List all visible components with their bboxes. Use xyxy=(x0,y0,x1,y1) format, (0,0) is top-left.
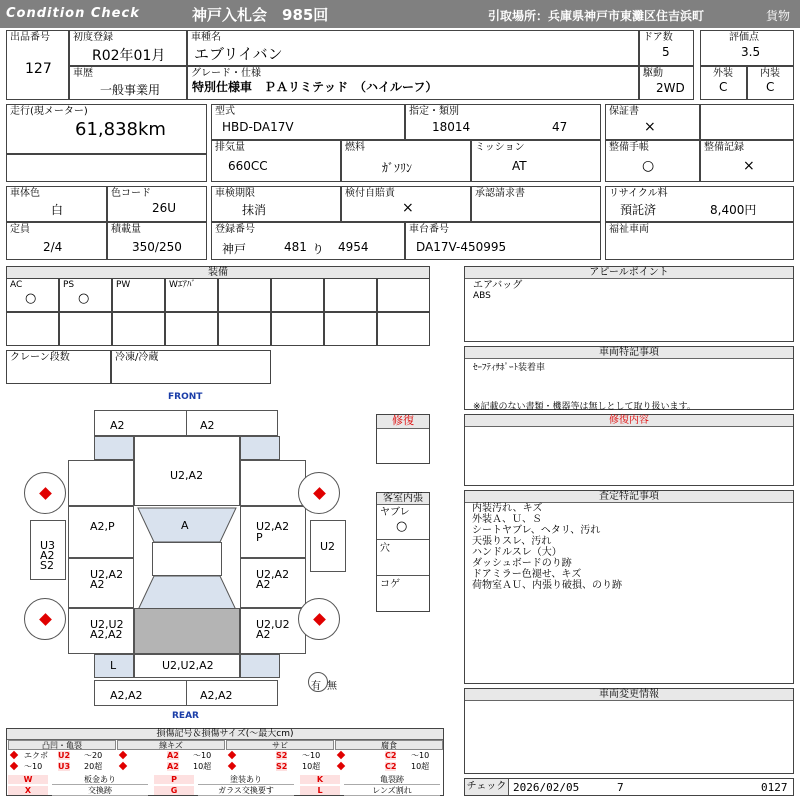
inspection-line-1: 内装汚れ、キズ xyxy=(472,503,543,514)
front-bumper-right-damage: A2 xyxy=(200,419,215,432)
ext-label: 外装 xyxy=(713,68,733,79)
disp-box xyxy=(211,140,341,182)
history: 一般事業用 xyxy=(100,83,161,97)
lot-number: 127 xyxy=(25,61,52,77)
first-reg-box xyxy=(69,30,187,66)
header-bar xyxy=(0,0,800,28)
equipment-cell-row2-4[interactable] xyxy=(165,312,218,346)
features-note: ※記載のない書類・機器等は無しとして取り扱います。 xyxy=(473,402,696,412)
welfare-label: 福祉車両 xyxy=(609,224,649,235)
legend-code1-4: C2 xyxy=(385,751,397,760)
rear-gate-damage: U2,U2,A2 xyxy=(162,659,214,672)
inspect: 抹消 xyxy=(242,203,267,217)
ext-box xyxy=(700,66,747,100)
legend-group-sub2-1: 〜10 xyxy=(24,762,43,771)
legend-title: 損傷記号＆損傷サイズ(〜最大cm) xyxy=(7,729,443,740)
repair-title: 修復 xyxy=(377,415,429,429)
regno-label: 登録番号 xyxy=(215,224,255,235)
color-code: 26U xyxy=(152,201,177,215)
legend-code2-3: S2 xyxy=(276,762,288,771)
class-box xyxy=(405,104,601,140)
equipment-cell-row2-2[interactable] xyxy=(59,312,112,346)
left-side-a2: A2 xyxy=(40,549,55,562)
crane-box xyxy=(6,350,111,384)
maint-rec: × xyxy=(743,158,755,174)
wheel-front-left[interactable] xyxy=(24,472,66,514)
right-quarter-damage: U2,U2 xyxy=(256,618,290,631)
rear-label: REAR xyxy=(172,711,199,721)
repair-detail-box xyxy=(464,414,794,486)
color-box xyxy=(6,186,107,222)
equipment-label-4: Wｴｱﾊﾞ xyxy=(169,280,196,290)
legend-code2-2: A2 xyxy=(167,762,179,771)
frame-box xyxy=(405,222,601,260)
legend-val-5: ガラス交換要す xyxy=(198,786,294,796)
repair-detail-title: 修復内容 xyxy=(465,415,793,427)
rear-glass[interactable] xyxy=(134,574,240,612)
rear-bumper-right-damage: A2,A2 xyxy=(200,689,233,702)
mission-box xyxy=(471,140,601,182)
equipment-cell-3[interactable] xyxy=(112,278,165,312)
grade-box xyxy=(187,66,639,100)
rear-bumper-divider xyxy=(186,680,187,706)
right-rear-door-damage: U2,A2 xyxy=(256,568,290,581)
inspection-line-4: 天張りスレ、汚れ xyxy=(472,536,552,547)
equipment-cell-7[interactable] xyxy=(324,278,377,312)
left-rear-door-damage-2: A2 xyxy=(90,578,105,591)
hood-damage: U2,A2 xyxy=(170,469,204,482)
class-b: 47 xyxy=(552,120,568,134)
check-num: 7 xyxy=(617,781,624,794)
approval-label: 承認請求書 xyxy=(475,188,525,199)
equipment-cell-row2-7[interactable] xyxy=(324,312,377,346)
legend-group-sub1-1: エクボ xyxy=(24,751,48,760)
welfare-box xyxy=(605,222,794,260)
model-name: エブリイバン xyxy=(194,45,283,63)
equipment-cell-5[interactable] xyxy=(218,278,271,312)
legend-val-6: レンズ割れ xyxy=(344,786,440,796)
equipment-cell-row2-1[interactable] xyxy=(6,312,59,346)
legend-range2-4: 10超 xyxy=(411,762,430,771)
right-rear-door-damage-2: A2 xyxy=(256,578,271,591)
legend-code1-3: S2 xyxy=(276,751,288,760)
repair-box xyxy=(376,414,430,464)
right-front-fender[interactable] xyxy=(240,460,306,506)
score-label: 評価点 xyxy=(729,32,759,43)
model-label: 車種名 xyxy=(191,32,221,43)
left-front-fender[interactable] xyxy=(68,460,134,506)
model-type: HBD-DA17V xyxy=(222,120,294,134)
reg-num: 481 xyxy=(284,240,307,254)
drive-label: 駆動 xyxy=(643,68,663,79)
changes-box xyxy=(464,688,794,774)
left-side-u3: U3 xyxy=(40,539,56,552)
equipment-cell-4[interactable] xyxy=(165,278,218,312)
reg-kana: り xyxy=(312,242,325,256)
equipment-cell-8[interactable] xyxy=(377,278,430,312)
maint-box xyxy=(605,140,700,182)
legend-key-6: L xyxy=(300,786,340,795)
ext-grade: C xyxy=(719,80,728,94)
load-box xyxy=(107,222,207,260)
legend-group-1: 凸凹・亀裂 xyxy=(8,740,116,750)
maint-rec-label: 整備記録 xyxy=(704,142,744,153)
check-date: 2026/02/05 xyxy=(513,781,580,794)
approval-box xyxy=(471,186,601,222)
mileage-box xyxy=(6,104,207,154)
equipment-cell-row2-3[interactable] xyxy=(112,312,165,346)
equipment-mark-2: ○ xyxy=(78,291,90,306)
appeal-line-2: ABS xyxy=(473,291,491,301)
grade-label: グレード・仕様 xyxy=(191,68,261,79)
left-front-door-damage: A2,P xyxy=(90,520,115,533)
color-label: 車体色 xyxy=(10,188,40,199)
disp-label: 排気量 xyxy=(215,142,245,153)
inspect-label: 車検期限 xyxy=(215,188,255,199)
legend-code2-1: U3 xyxy=(58,762,71,771)
fuel-label: 燃料 xyxy=(345,142,365,153)
doors-label: ドア数 xyxy=(643,32,673,43)
equipment-title: 装備 xyxy=(7,267,429,279)
score-box xyxy=(700,30,794,66)
interior-divider-2 xyxy=(377,575,429,576)
legend-val-3: 亀裂跡 xyxy=(344,775,440,785)
left-quarter-damage-2: A2,A2 xyxy=(90,628,123,641)
first-reg-label: 初度登録 xyxy=(73,32,113,43)
appeal-title: アピールポイント xyxy=(465,267,793,279)
bumper-divider xyxy=(186,410,187,436)
auction-title: 神戸入札会 985回 xyxy=(192,6,329,24)
left-side-s2: S2 xyxy=(40,559,54,572)
inspection-line-7: ドアミラー色褪せ、キズ xyxy=(472,569,582,580)
fuel-box xyxy=(341,140,471,182)
legend-group-2: 線キズ xyxy=(117,740,225,750)
legend-val-2: 塗装あり xyxy=(198,775,294,785)
front-right-corner[interactable] xyxy=(240,436,280,460)
rear-right-lamp[interactable] xyxy=(240,654,280,678)
legend-range1-1: 〜20 xyxy=(84,751,103,760)
appeal-line-1: エアバッグ xyxy=(473,280,523,291)
load-label: 積載量 xyxy=(111,224,141,235)
wheel-front-right[interactable] xyxy=(298,472,340,514)
equipment-cell-6[interactable] xyxy=(271,278,324,312)
recycle-label: リサイクル料 xyxy=(609,188,668,199)
equipment-cell-2[interactable] xyxy=(59,278,112,312)
warranty-box xyxy=(605,104,700,140)
equipment-label-2: PS xyxy=(63,280,75,290)
pickup-location: 引取場所：兵庫県神戸市東灘区住吉浜町 xyxy=(488,9,705,23)
doors-box xyxy=(639,30,694,66)
recycle-box xyxy=(605,186,794,222)
int-grade: C xyxy=(766,80,775,94)
features-box xyxy=(464,346,794,410)
history-box xyxy=(69,66,187,100)
equipment-label-1: AC xyxy=(10,280,23,290)
legend-key-1: W xyxy=(8,775,48,784)
mission-label: ミッション xyxy=(475,142,525,153)
freeze-box xyxy=(111,350,271,384)
legend-val-4: 交換跡 xyxy=(52,786,148,796)
interior-divider-1 xyxy=(377,539,429,540)
right-rear-door[interactable] xyxy=(240,558,306,608)
right-front-door-damage-2: P xyxy=(256,531,263,544)
maint-rec-box xyxy=(700,140,794,182)
tear-mark: ○ xyxy=(396,519,408,534)
type-box xyxy=(211,104,405,140)
check-code: 0127 xyxy=(761,781,788,794)
legend-range2-3: 10超 xyxy=(302,762,321,771)
warranty: × xyxy=(644,119,656,135)
legend-code1-2: A2 xyxy=(167,751,179,760)
front-label: FRONT xyxy=(168,392,203,402)
body-color: 白 xyxy=(51,203,64,217)
mileage: 61,838km xyxy=(75,119,166,140)
inspection-line-5: ハンドルスレ（大） xyxy=(472,547,562,558)
rear-left-lamp-damage: L xyxy=(110,659,117,672)
spare-no: 無 xyxy=(327,681,337,692)
model-box xyxy=(187,30,639,66)
insurance-box xyxy=(341,186,471,222)
lot-label: 出品番号 xyxy=(10,32,50,43)
legend-key-4: X xyxy=(8,786,48,795)
class-a: 18014 xyxy=(432,120,471,134)
legend-range2-1: 20超 xyxy=(84,762,103,771)
recycle-status: 預託済 xyxy=(620,203,657,217)
roof[interactable] xyxy=(152,542,222,576)
left-quarter-damage: U2,U2 xyxy=(90,618,124,631)
capacity-box xyxy=(6,222,107,260)
interior-title: 客室内張 xyxy=(377,493,429,505)
maint-label: 整備手帳 xyxy=(609,142,649,153)
mission: AT xyxy=(512,159,527,173)
cargo-label: 貨物 xyxy=(766,9,791,23)
warranty-extra xyxy=(700,104,794,140)
lot-box xyxy=(6,30,69,100)
displacement: 660CC xyxy=(228,159,268,173)
spare-yes: 有 xyxy=(311,681,321,692)
legend-code1-1: U2 xyxy=(58,751,71,760)
front-left-corner[interactable] xyxy=(94,436,134,460)
equipment-cell-row2-6[interactable] xyxy=(271,312,324,346)
color-code-label: 色コード xyxy=(111,188,151,199)
equipment-cell-row2-5[interactable] xyxy=(218,312,271,346)
features-line-1: ｾｰﾌﾃｨｻﾎﾟｰﾄ装着車 xyxy=(473,363,546,373)
inspection-line-2: 外装Ａ、Ｕ、Ｓ xyxy=(472,514,542,525)
changes-title: 車両変更情報 xyxy=(465,689,793,701)
recycle-fee: 8,400円 xyxy=(710,203,757,217)
mileage-label: 走行(現メーター) xyxy=(10,106,88,117)
score: 3.5 xyxy=(741,45,761,59)
freeze-label: 冷凍/冷蔵 xyxy=(115,352,159,363)
legend-key-2: P xyxy=(154,775,194,784)
history-label: 車歴 xyxy=(73,68,93,79)
int-box xyxy=(747,66,794,100)
tear-label: ヤブレ xyxy=(380,507,410,518)
legend-code2-4: C2 xyxy=(385,762,397,771)
grade: 特別仕様車 ＰＡリミテッド （ハイルーフ） xyxy=(192,80,438,94)
maint: ○ xyxy=(642,158,655,174)
equipment-mark-1: ○ xyxy=(25,291,37,306)
drive: 2WD xyxy=(656,81,685,95)
legend-range1-3: 〜10 xyxy=(302,751,321,760)
appeal-box xyxy=(464,266,794,342)
inspection-title: 査定特記事項 xyxy=(465,491,793,503)
legend-group-3: サビ xyxy=(226,740,334,750)
legend-val-1: 板金あり xyxy=(52,775,148,785)
hole-label: 穴 xyxy=(380,543,390,554)
capacity: 2/4 xyxy=(43,240,63,254)
legend-range1-2: 〜10 xyxy=(193,751,212,760)
wheel-rear-left[interactable] xyxy=(24,598,66,640)
legend-key-3: K xyxy=(300,775,340,784)
first-reg: R02年01月 xyxy=(92,48,166,64)
capacity-label: 定員 xyxy=(10,224,30,235)
rear-bumper-left-damage: A2,A2 xyxy=(110,689,143,702)
type-label: 型式 xyxy=(215,106,235,117)
left-rear-door-damage: U2,A2 xyxy=(90,568,124,581)
reg-area: 神戸 xyxy=(222,242,247,256)
inspection-line-6: ダッシュボードのり跡 xyxy=(472,558,572,569)
right-quarter-damage-2: A2 xyxy=(256,628,271,641)
crane-label: クレーン段数 xyxy=(10,352,70,363)
legend-key-5: G xyxy=(154,786,194,795)
int-label: 内装 xyxy=(760,68,780,79)
fuel: ｶﾞｿﾘﾝ xyxy=(382,161,413,175)
equipment-cell-row2-8[interactable] xyxy=(377,312,430,346)
legend-range1-4: 〜10 xyxy=(411,751,430,760)
inspection-line-3: シートヤブレ、ヘタリ、汚れ xyxy=(472,525,601,536)
windshield-damage: A xyxy=(181,519,189,532)
reg-digits: 4954 xyxy=(338,240,369,254)
doors: 5 xyxy=(662,45,670,59)
wheel-rear-right[interactable] xyxy=(298,598,340,640)
equipment-cell-1[interactable] xyxy=(6,278,59,312)
legend-range2-2: 10超 xyxy=(193,762,212,771)
frame-number: DA17V-450995 xyxy=(416,240,507,254)
color-code-box xyxy=(107,186,207,222)
cargo-floor[interactable] xyxy=(134,608,240,654)
load: 350/250 xyxy=(132,240,182,254)
features-title: 車両特記事項 xyxy=(465,347,793,359)
regno-box xyxy=(211,222,405,260)
burn-label: コゲ xyxy=(380,579,400,590)
drive-box xyxy=(639,66,694,100)
inspect-box xyxy=(211,186,341,222)
legend-group-4: 腐食 xyxy=(335,740,443,750)
frame-label: 車台番号 xyxy=(409,224,449,235)
insurance-label: 検付自賠責 xyxy=(345,188,395,199)
right-quarter[interactable] xyxy=(240,608,306,654)
right-side-damage: U2 xyxy=(320,540,336,553)
interior-box xyxy=(376,492,430,612)
mileage-extra xyxy=(6,154,207,182)
check-label: チェック xyxy=(465,779,509,795)
class-label: 指定・類別 xyxy=(409,106,459,117)
inspection-line-8: 荷物室ＡＵ、内張り破損、のり跡 xyxy=(472,580,622,591)
right-front-door-damage: U2,A2 xyxy=(256,520,290,533)
header-left: Condition Check xyxy=(6,6,140,21)
equipment-label-3: PW xyxy=(116,280,131,290)
warranty-label: 保証書 xyxy=(609,106,639,117)
front-bumper-left-damage: A2 xyxy=(110,419,125,432)
footer-box xyxy=(464,778,794,796)
insurance: × xyxy=(402,200,414,216)
